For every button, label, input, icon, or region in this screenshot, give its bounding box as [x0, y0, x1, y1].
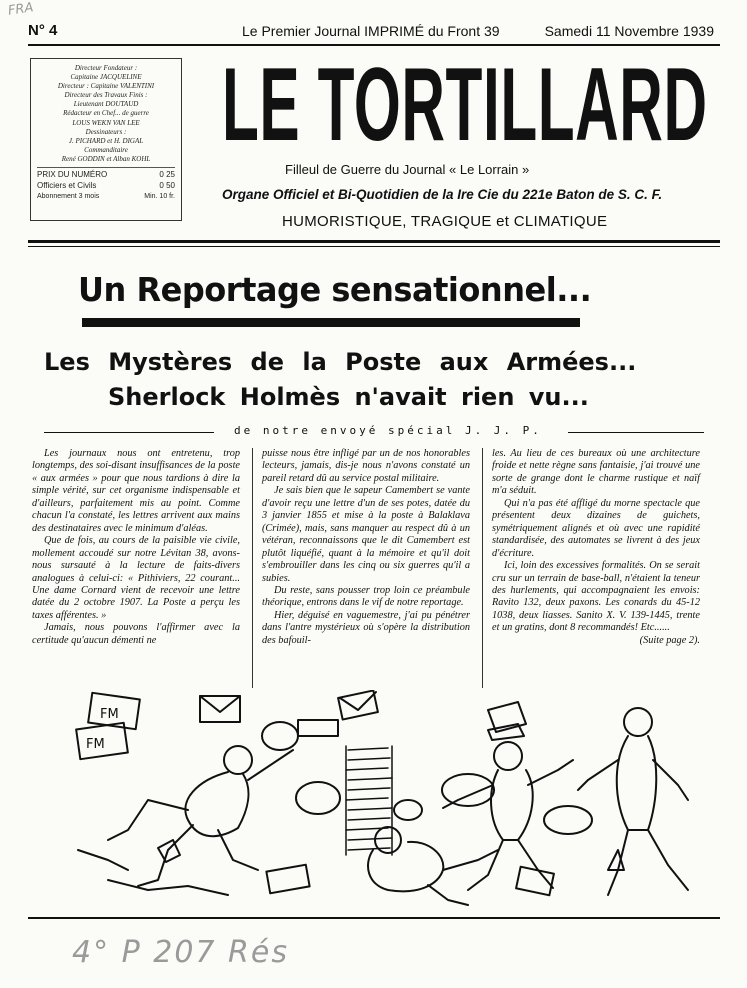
- corner-handwritten-mark: FRA: [7, 0, 35, 19]
- issue-number: N° 4: [28, 22, 58, 39]
- soldier-right: [544, 708, 688, 895]
- mail-stack: [346, 746, 392, 855]
- price-label: PRIX DU NUMÉRO: [37, 170, 108, 180]
- staff-line: Rédacteur en Chef... de guerre: [63, 109, 149, 118]
- paragraph: puisse nous être infligé par un de nos honorables lecteurs, jamais, dis-je nous n'avons constaté un pareil retard dû au service postal militaire.: [262, 448, 470, 484]
- bottom-rule: [28, 917, 720, 919]
- price-value: 0 25: [159, 170, 175, 180]
- paragraph: les. Au lieu de ces bureaux où une architecture froide et nette règne sans fantaisie, j'ai trouvé une sorte de grange dont le charme rustique et naïf m'a séduit.: [492, 448, 700, 497]
- article-column-1: [32, 448, 240, 647]
- price-value: Min. 10 fr.: [144, 193, 175, 201]
- letter-fm-2: [76, 723, 128, 759]
- svg-text:FM: FM: [86, 737, 105, 752]
- article-column-2: [262, 448, 470, 647]
- cartoon-illustration: [48, 690, 730, 910]
- parcel: [296, 782, 340, 814]
- byline: [44, 424, 704, 440]
- masthead-title: LE TORTILLARD: [222, 47, 708, 163]
- issue-date: Samedi 11 Novembre 1939: [544, 23, 714, 39]
- paragraph: Je sais bien que le sapeur Camembert se vante d'avoir reçu une lettre d'un de ses potes, datée du 3 janvier 1855 et mise à la poste à Balaklava (Crimée), mais, sans manquer au respect dû à un vétéran, reconnaissons que le dit Camembert est plutôt liquéfié, quant à la mémoire et qu'il doit s'embrouiller dans les cinq ou six guerres qu'il a subies.: [262, 485, 470, 584]
- handwritten-shelfmark: 4° P 207 Rés: [72, 935, 289, 970]
- subheadline-1: Les Mystères de la Poste aux Armées...: [44, 348, 637, 376]
- headline: Un Reportage sensationnel...: [78, 270, 592, 309]
- staff-line: Directeur des Travaux Finis :: [64, 91, 148, 100]
- organe-line: Organe Officiel et Bi-Quotidien de la Ire Cie du 221e Baton de S. C. F.: [222, 187, 663, 202]
- paragraph: Les journaux nous ont entretenu, trop longtemps, des soi-disant insuffisances de la poste « aux armées » pour que nous tardions à dire la simple vérité, sur cet organisme indispensable et d'ailleurs, parfaitement mis au point. Comme chacun l'a constaté, les lettres arrivent aux mains des destinataires avec le minimum d'aléas.: [32, 448, 240, 534]
- price-row: [37, 170, 175, 179]
- paragraph: Du reste, sans pousser trop loin ce préambule théorique, entrons dans le vif de notre reportage.: [262, 584, 470, 609]
- parcel: [298, 720, 338, 736]
- column-divider: [252, 448, 253, 688]
- staff-line: René GODDIN et Alban KOHL: [61, 154, 151, 163]
- running-soldier-left: [78, 746, 293, 886]
- column-divider: [482, 448, 483, 688]
- masthead-rule: [28, 240, 720, 247]
- staff-line: J. PICHARD et H. DIGAL: [68, 136, 144, 145]
- staff-line: Directeur : Capitaine VALENTINI: [57, 82, 155, 91]
- parcel: [442, 774, 494, 806]
- subheadline-2: Sherlock Holmès n'avait rien vu...: [108, 383, 589, 411]
- byline-rule: [44, 432, 214, 433]
- price-label: Abonnement 3 mois: [37, 193, 100, 201]
- continued-note: (Suite page 2).: [639, 634, 700, 646]
- price-row: [37, 181, 175, 190]
- staff-line: Directeur Fondateur :: [74, 64, 138, 72]
- byline-text: de notre envoyé spécial J. J. P.: [234, 424, 542, 437]
- price-label: Officiers et Civils: [37, 181, 97, 191]
- staff-line: Commanditaire: [84, 145, 128, 154]
- paragraph: Ici, loin des excessives formalités. On se serait cru sur un terrain de base-ball, n'étaient la teneur des hurlements, qui accompagnaient les envois: Ravito 132, deux paxons. Les conards du 45-12 1038, deux liasses. Sanito X. V. 139-1445, trente et un gratins, dont 8 recommandés! Etc......: [492, 560, 700, 634]
- price-row: [37, 192, 175, 201]
- svg-text:FM: FM: [100, 707, 119, 722]
- envelope: [200, 696, 240, 722]
- staff-box: [30, 58, 182, 221]
- paragraph: Hier, déguisé en vaguemestre, j'ai pu pénétrer dans l'antre mystérieux où s'opère la distribution des bafouil-: [262, 609, 470, 646]
- headline-underline: [82, 318, 580, 327]
- tagline: HUMORISTIQUE, TRAGIQUE et CLIMATIQUE: [282, 213, 608, 230]
- paragraph: Jamais, nous pouvons l'affirmer avec la certitude qu'aucun démenti ne: [32, 622, 240, 646]
- byline-rule: [568, 432, 704, 433]
- front-slogan: Le Premier Journal IMPRIMÉ du Front 39: [242, 23, 500, 39]
- article-column-3: [492, 448, 700, 647]
- top-info-line: [28, 22, 720, 44]
- paragraph: Qui n'a pas été affligé du morne spectacle que présentent deux dizaines de guichets, symétriquement alignés et où avec une rapidité standardisée, des automates se livrent à des jeux d'écriture.: [492, 497, 700, 559]
- staff-line: Capitaine JACQUELINE: [70, 73, 142, 82]
- godson-line: Filleul de Guerre du Journal « Le Lorrain »: [285, 162, 530, 177]
- parcel: [262, 722, 298, 750]
- top-rule: [28, 44, 720, 46]
- staff-line: LOUS WEKN VAN LEE: [72, 118, 140, 127]
- envelope: [338, 690, 378, 719]
- staff-line: Lieutenant DOUTAUD: [73, 100, 139, 109]
- staff-line: Dessinateurs :: [85, 127, 127, 136]
- paragraph: Que de fois, au cours de la paisible vie civile, mollement accoudé sur notre Lévitan 38, avons-nous sursauté à la lecture de faits-divers analogues à celui-ci: « Pithiviers, 22 courant... Une dame Cornard vient de recevoir une lettre datée du 2 octobre 1907. La Poste a perçu les taxes afférentes. »: [32, 535, 240, 621]
- price-value: 0 50: [159, 181, 175, 191]
